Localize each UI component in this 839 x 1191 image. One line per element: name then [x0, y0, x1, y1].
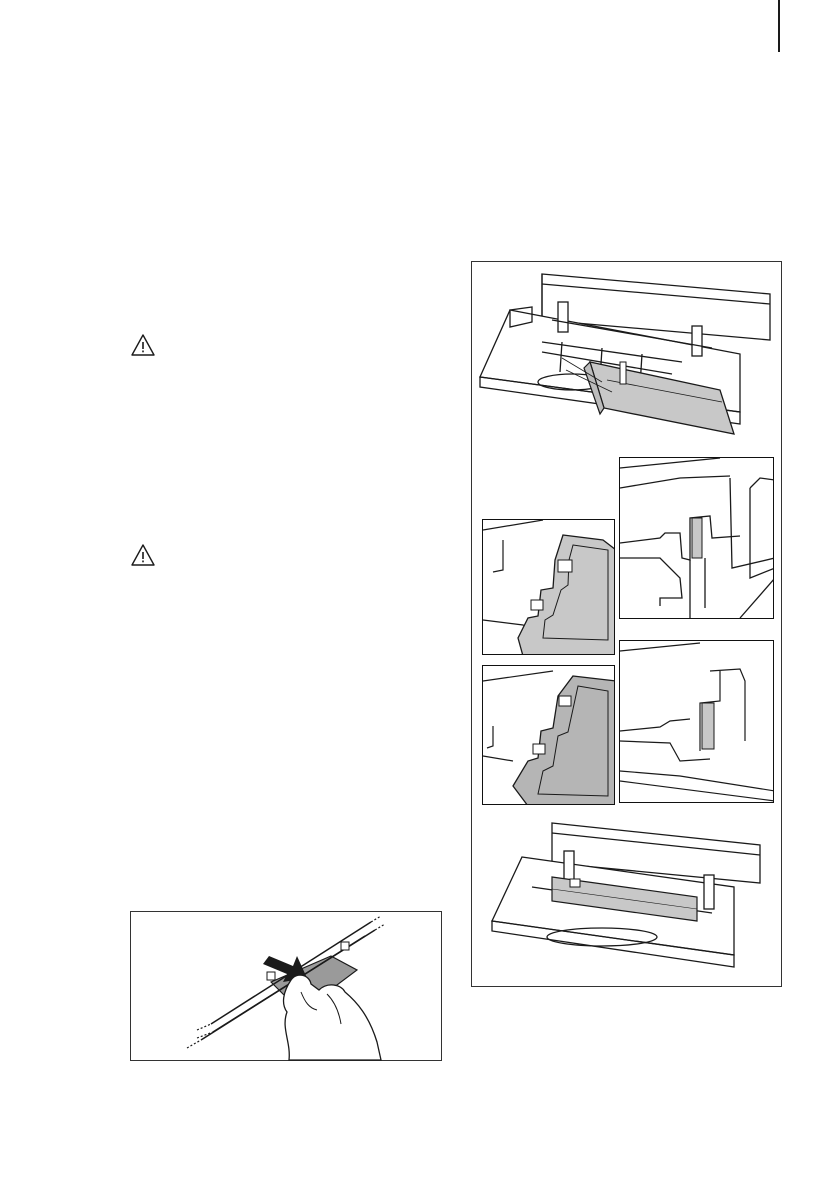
inset-rail-closeup-1: [619, 457, 774, 619]
hood-filter-installed-drawing: [472, 817, 783, 987]
hand-pressing-clip-drawing: [131, 912, 443, 1062]
warning-icon: [130, 333, 156, 357]
warning-icon: [130, 543, 156, 567]
hood-filter-insert-drawing: [472, 262, 783, 452]
corner-crop-mark: [778, 0, 780, 52]
filter-installation-figure: [471, 261, 782, 987]
inset-rail-closeup-2: [619, 640, 774, 803]
inset-filter-hook-closeup-1: [482, 519, 615, 655]
filter-clip-release-figure: [130, 911, 442, 1061]
inset-filter-hook-closeup-2: [482, 665, 615, 805]
